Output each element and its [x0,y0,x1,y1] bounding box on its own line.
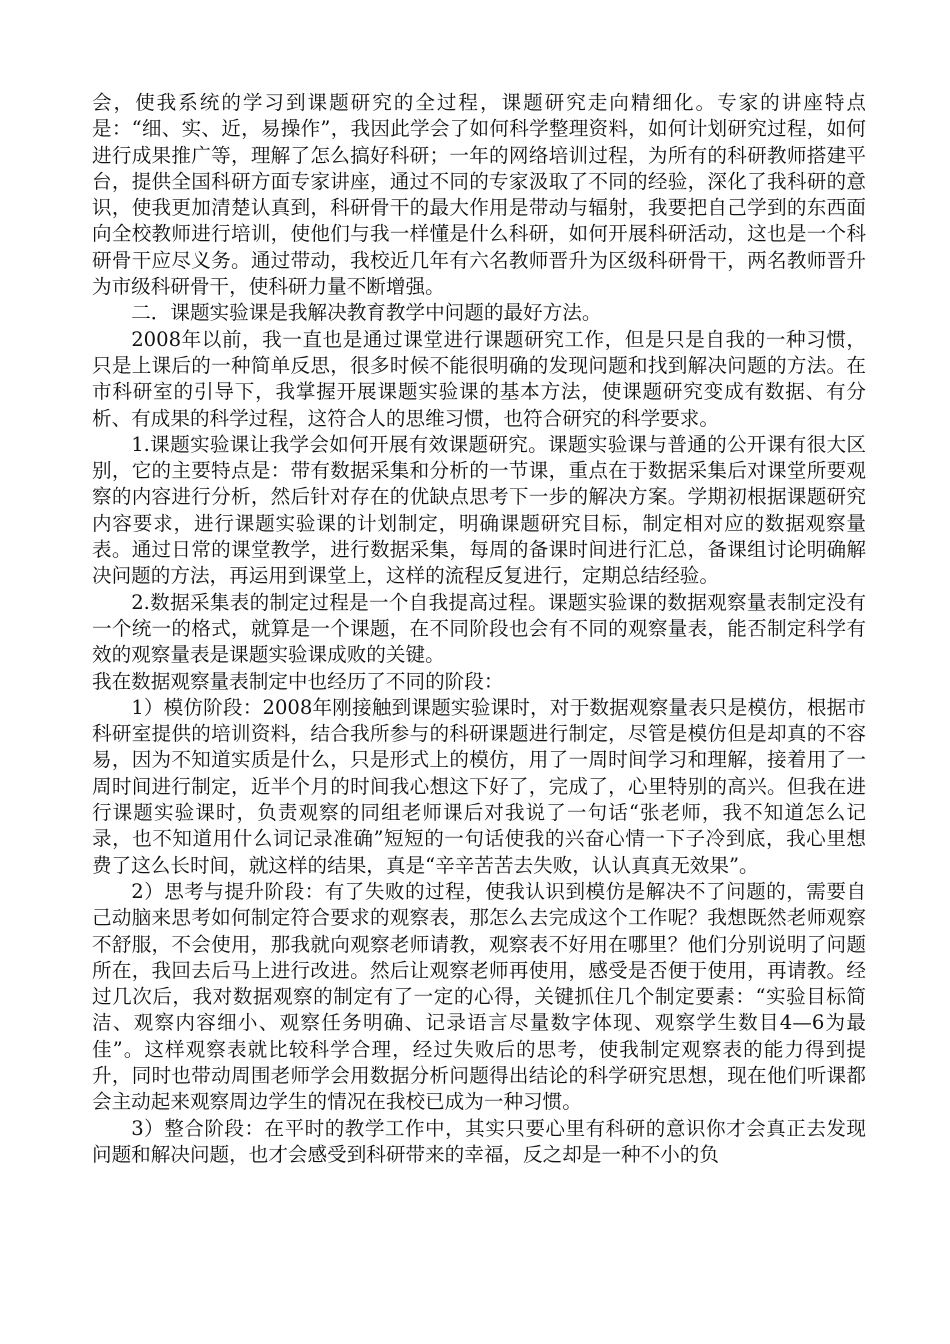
paragraph-9: 3）整合阶段：在平时的教学工作中，其实只要心里有科研的意识你才会真正去发现问题和解决问题，也才会感受到科研带来的幸福，反之却是一种不小的负 [92,1116,866,1166]
paragraph-5: 2.数据采集表的制定过程是一个自我提高过程。课题实验课的数据观察量表制定没有一个统一的格式，就算是一个课题，在不同阶段也会有不同的观察量表，能否制定科学有效的观察量表是课题实验课成败的关键。 [92,590,866,667]
paragraph-6: 我在数据观察量表制定中也经历了不同的阶段： [92,669,504,693]
paragraph-7: 1）模仿阶段：2008年刚接触到课题实验课时，对于数据观察量表只是模仿，根据市科研室提供的培训资料，结合我所参与的科研课题进行制定，尽管是模仿但是却真的不容易，因为不知道实质是什么，只是形式上的模仿，用了一周时间学习和理解，接着用了一周时间进行制定，近半个月的时间我心想这下好了，完成了，心里特别的高兴。但我在进行课题实验课时，负责观察的同组老师课后对我说了一句话“张老师，我不知道怎么记录，也不知道用什么词记录准确”短短的一句话使我的兴奋心情一下子冷到底，我心里想费了这么长时间，就这样的结果，真是“辛辛苦苦去失败，认认真真无效果”。 [92,695,866,877]
document-body [92,90,866,1168]
paragraph-4: 1.课题实验课让我学会如何开展有效课题研究。课题实验课与普通的公开课有很大区别，它的主要特点是：带有数据采集和分析的一节课，重点在于数据采集后对课堂所要观察的内容进行分析，然后针对存在的优缺点思考下一步的解决方案。学期初根据课题研究内容要求，进行课题实验课的计划制定，明确课题研究目标，制定相对应的数据观察量表。通过日常的课堂教学，进行数据采集，每周的备课时间进行汇总，备课组讨论明确解决问题的方法，再运用到课堂上，这样的流程反复进行，定期总结经验。 [92,432,866,588]
paragraph-3: 2008年以前，我一直也是通过课堂进行课题研究工作，但是只是自我的一种习惯，只是上课后的一种简单反思，很多时候不能很明确的发现问题和找到解决问题的方法。在市科研室的引导下，我掌握开展课题实验课的基本方法，使课题研究变成有数据、有分析、有成果的科学过程，这符合人的思维习惯，也符合研究的科学要求。 [92,327,866,430]
paragraph-8: 2）思考与提升阶段：有了失败的过程，使我认识到模仿是解决不了问题的，需要自己动脑来思考如何制定符合要求的观察表，那怎么去完成这个工作呢？我想既然老师观察不舒服，不会使用，那我就向观察老师请教，观察表不好用在哪里？他们分别说明了问题所在，我回去后马上进行改进。然后让观察老师再使用，感受是否便于使用，再请教。经过几次后，我对数据观察的制定有了一定的心得，关键抓住几个制定要素：“实验目标简洁、观察内容细小、观察任务明确、记录语言尽量数字体现、观察学生数目4—6为最佳”。这样观察表就比较科学合理，经过失败后的思考，使我制定观察表的能力得到提升，同时也带动周围老师学会用数据分析问题得出结论的科学研究思想，现在他们听课都会主动起来观察周边学生的情况在我校已成为一种习惯。 [92,879,866,1114]
section-heading-2: 二．课题实验课是我解决教育教学中问题的最好方法。 [131,301,602,325]
paragraph-1: 会，使我系统的学习到课题研究的全过程，课题研究走向精细化。专家的讲座特点是：“细、实、近，易操作”，我因此学会了如何科学整理资料，如何计划研究过程，如何进行成果推广等，理解了怎么搞好科研；一年的网络培训过程，为所有的科研教师搭建平台，提供全国科研方面专家讲座，通过不同的专家汲取了不同的经验，深化了我科研的意识，使我更加清楚认真到，科研骨干的最大作用是带动与辐射，我要把自己学到的东西面向全校教师进行培训，使他们与我一样懂是什么科研，如何开展科研活动，这也是一个科研骨干应尽义务。通过带动，我校近几年有六名教师晋升为区级科研骨干，两名教师晋升为市级科研骨干，使科研力量不断增强。 [92,91,866,299]
